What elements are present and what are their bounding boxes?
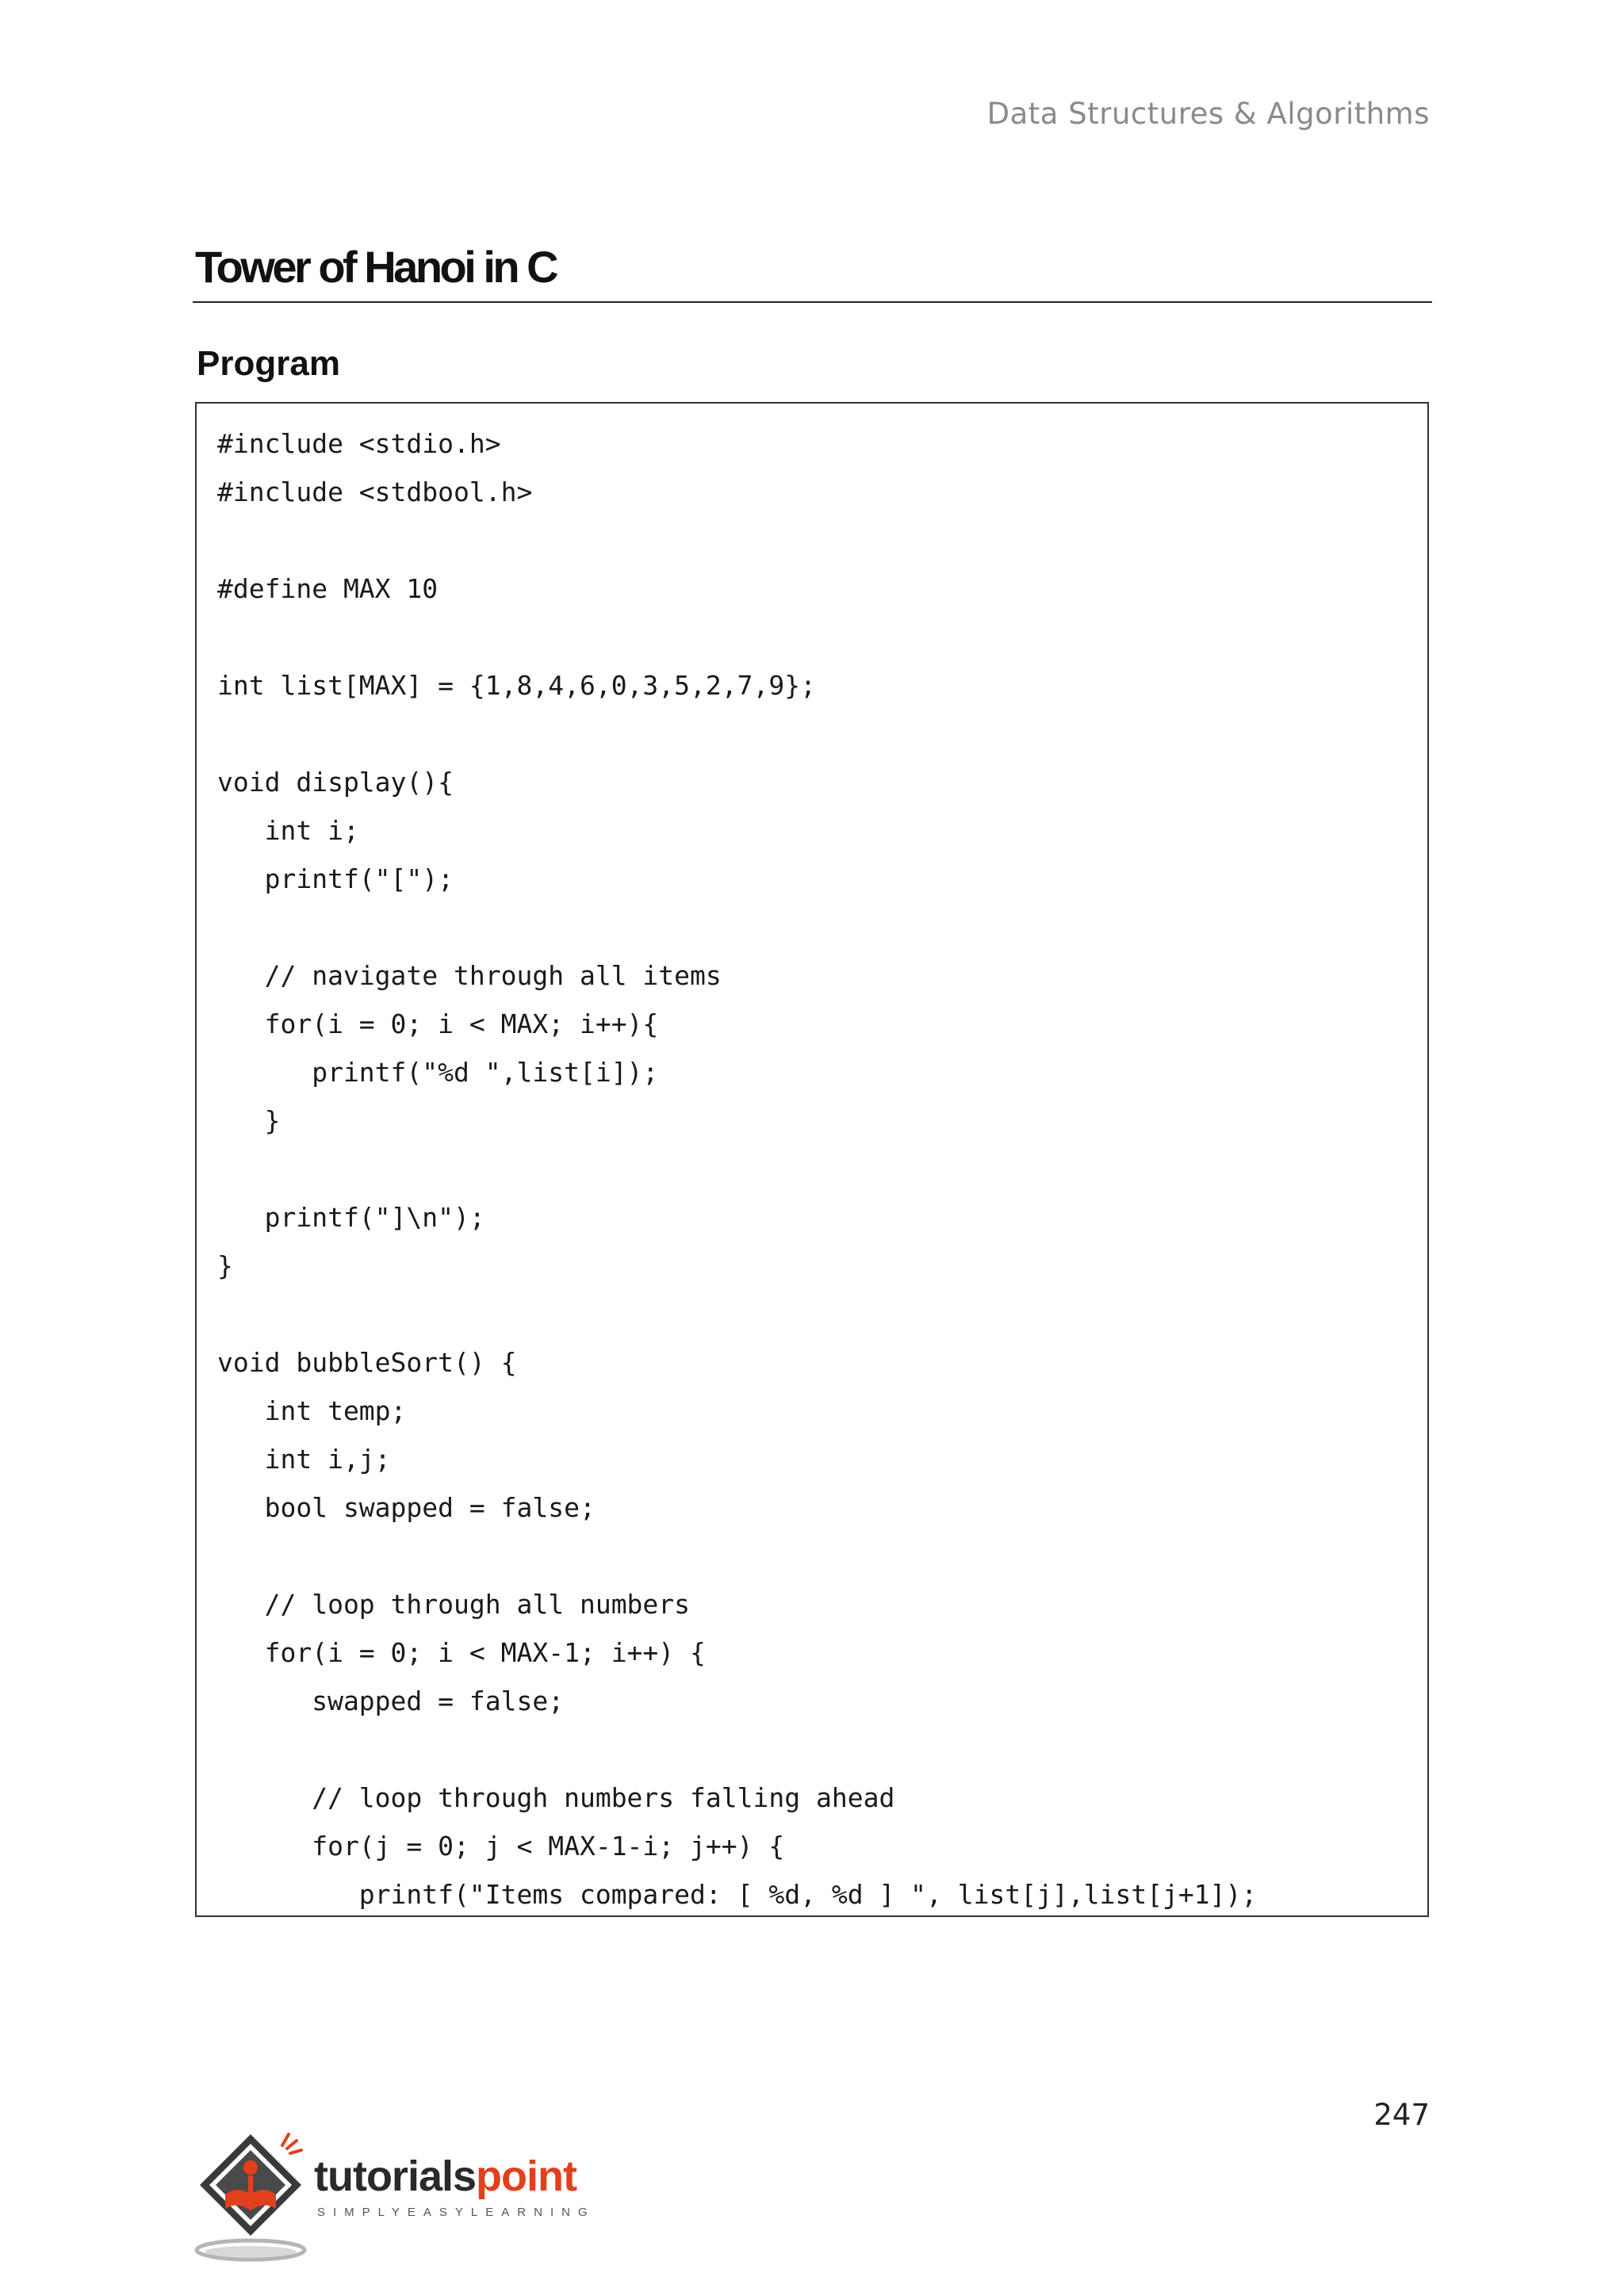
logo-word-point: point <box>476 2152 576 2200</box>
code-line: bool swapped = false; <box>217 1492 596 1523</box>
logo-word-tutorials: tutorials <box>314 2152 477 2200</box>
chapter-title: Tower of Hanoi in C <box>195 242 557 292</box>
code-line <box>217 516 1411 564</box>
code-lines <box>217 419 1411 1919</box>
tutorialspoint-logo <box>193 2130 638 2264</box>
running-header: Data Structures & Algorithms <box>986 97 1430 131</box>
code-line: #define MAX 10 <box>217 573 439 604</box>
logo-emblem-icon <box>193 2130 320 2264</box>
code-line: for(i = 0; i < MAX; i++){ <box>217 1008 659 1039</box>
code-line: printf("]\n"); <box>217 1202 485 1233</box>
code-line: printf("["); <box>217 863 454 894</box>
code-line: printf("Items compared: [ %d, %d ] ", list[j],list[j+1]); <box>217 1879 1258 1910</box>
code-line: // navigate through all items <box>217 960 722 991</box>
code-line: } <box>217 1105 281 1136</box>
code-line <box>217 1532 1411 1580</box>
code-line: int list[MAX] = {1,8,4,6,0,3,5,2,7,9}; <box>217 670 816 701</box>
code-line <box>217 1145 1411 1193</box>
code-line: int i; <box>217 815 359 846</box>
code-line <box>217 710 1411 758</box>
code-line: for(i = 0; i < MAX-1; i++) { <box>217 1637 706 1668</box>
code-block <box>195 402 1429 1917</box>
code-line: // loop through all numbers <box>217 1589 691 1620</box>
code-line: void display(){ <box>217 767 454 798</box>
code-line: for(j = 0; j < MAX-1-i; j++) { <box>217 1831 785 1862</box>
code-line: #include <stdbool.h> <box>217 476 533 507</box>
logo-tagline: SIMPLYEASYLEARNING <box>317 2206 596 2219</box>
code-line: // loop through numbers falling ahead <box>217 1782 895 1813</box>
code-line <box>217 1290 1411 1338</box>
code-line: printf("%d ",list[i]); <box>217 1057 659 1088</box>
page-number: 247 <box>1373 2098 1430 2132</box>
code-line <box>217 613 1411 661</box>
code-line: swapped = false; <box>217 1686 565 1716</box>
section-title: Program <box>197 344 340 383</box>
title-divider <box>193 301 1432 303</box>
code-line: int temp; <box>217 1395 407 1426</box>
code-line: #include <stdio.h> <box>217 428 501 459</box>
code-line: void bubbleSort() { <box>217 1347 517 1378</box>
code-line: } <box>217 1250 233 1281</box>
code-line <box>217 903 1411 951</box>
code-line <box>217 1725 1411 1774</box>
logo-wordmark <box>314 2152 576 2201</box>
code-line: int i,j; <box>217 1444 391 1475</box>
